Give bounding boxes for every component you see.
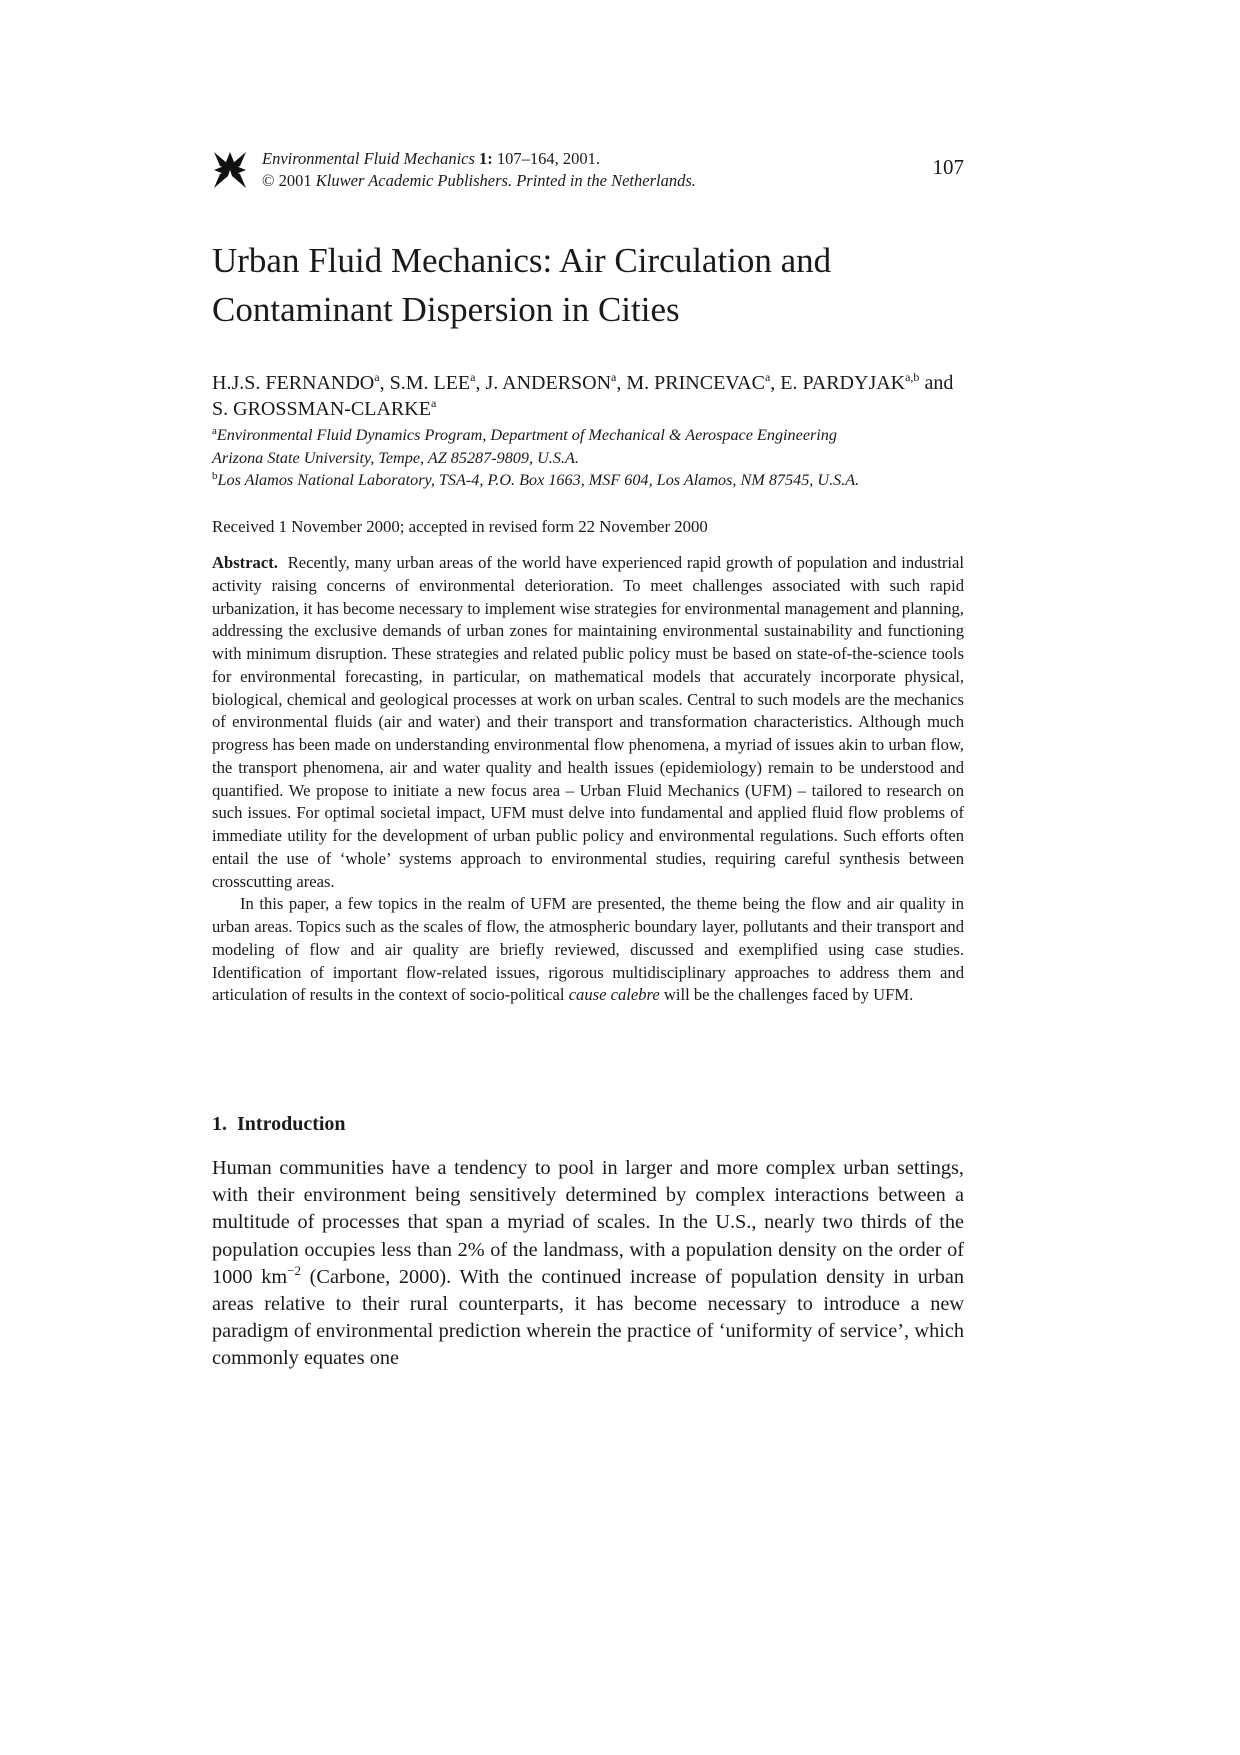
abstract-paragraph-2	[212, 893, 964, 1007]
abstract-text: will be the challenges faced by UFM.	[663, 985, 914, 1005]
author: S. GROSSMAN-CLARKE	[212, 398, 431, 420]
page-number: 107	[932, 155, 964, 179]
title-line-2: Contaminant Dispersion in Cities	[212, 290, 680, 329]
journal-name: Environmental Fluid Mechanics	[262, 149, 475, 168]
journal-citation	[262, 148, 696, 192]
author-list	[212, 370, 964, 422]
author-separator: ,	[616, 372, 627, 394]
journal-volume: 1:	[479, 149, 493, 168]
paper-title	[212, 236, 964, 334]
abstract-paragraph-1	[212, 552, 964, 893]
publisher: Kluwer Academic Publishers. Printed in the Netherlands.	[315, 171, 696, 190]
author-separator: ,	[379, 372, 390, 394]
affil-mark-a: a	[212, 425, 217, 437]
affiliation-a-line-2: Arizona State University, Tempe, AZ 85287-9809, U.S.A.	[212, 448, 579, 467]
exponent: −2	[287, 1262, 301, 1278]
section-number: 1.	[212, 1113, 227, 1135]
abstract-italic-term: cause calebre	[568, 985, 660, 1005]
author-separator: and	[919, 372, 954, 394]
author-separator: ,	[770, 372, 781, 394]
copyright: © 2001	[262, 171, 312, 190]
body-text: (Carbone, 2000). With the continued increase of population density in urban areas relative to their rural counterparts, it has become necessary to introduce a new paradigm of environmental prediction wherein the practice of ‘uniformity of service’, which commonly equates one	[212, 1265, 964, 1370]
author-affil-mark: a	[374, 370, 380, 384]
section-heading	[212, 1113, 346, 1136]
author: H.J.S. FERNANDO	[212, 372, 375, 394]
author-affil-mark: a	[611, 370, 617, 384]
author: J. ANDERSON	[485, 372, 612, 394]
section-title: Introduction	[237, 1113, 346, 1135]
author-separator: ,	[475, 372, 486, 394]
affiliation-b: Los Alamos National Laboratory, TSA-4, P.O. Box 1663, MSF 604, Los Alamos, NM 87545, U.S.A.	[217, 471, 860, 489]
abstract-label: Abstract.	[212, 553, 278, 572]
author: E. PARDYJAK	[780, 372, 906, 394]
author-affil-mark: a,b	[905, 370, 920, 384]
author-affil-mark: a	[430, 396, 437, 410]
received-dates: Received 1 November 2000; accepted in revised form 22 November 2000	[212, 517, 708, 536]
author: S.M. LEE	[389, 372, 471, 394]
abstract-text: In this paper, a few topics in the realm of UFM are presented, the theme being the flow and air quality in urban areas. Topics such as the scales of flow, the atmospheric boundary layer, pollutants and their transport and modeling of flow and air quality are briefly reviewed, discussed and exemplified using case studies. Identification of important flow-related issues, rigorous multidisciplinary approaches to address them and articulation of results in the context of socio-political	[212, 894, 964, 1005]
author: M. PRINCEVAC	[626, 372, 765, 394]
affil-mark-b: b	[212, 470, 218, 482]
journal-pages: 107–164, 2001.	[496, 149, 601, 168]
title-line-1: Urban Fluid Mechanics: Air Circulation and	[212, 241, 832, 280]
author-affil-mark: a	[470, 370, 476, 384]
affiliations	[212, 424, 964, 492]
journal-header	[212, 144, 964, 196]
publisher-logo-icon	[212, 150, 248, 190]
body-text: Human communities have a tendency to pool in larger and more complex urban settings, with their environment being sensitively determined by complex interactions between a multitude of processes that span a myriad of scales. In the U.S., nearly two thirds of the population occupies less than 2% of the landmass, with a population density on the order of 1000 km	[212, 1157, 964, 1288]
abstract	[212, 552, 964, 1007]
abstract-text: Recently, many urban areas of the world have experienced rapid growth of population and industrial activity raising concerns of environmental deterioration. To meet challenges associated with such rapid urbanization, it has become necessary to implement wise strategies for environmental management and planning, addressing the exclusive demands of urban zones for maintaining environmental sustainability and functioning with minimum disruption. These strategies and related public policy must be based on state-of-the-science tools for environmental forecasting, in particular, on mathematical models that accurately incorporate physical, biological, chemical and geological processes at work on urban scales. Central to such models are the mechanics of environmental fluids (air and water) and their transport and transformation characteristics. Although much progress has been made on understanding environmental flow phenomena, a myriad of issues akin to urban flow, the transport phenomena, air and water quality and health issues (epidemiology) remain to be understood and quantified. We propose to initiate a new focus area – Urban Fluid Mechanics (UFM) – tailored to research on such issues. For optimal societal impact, UFM must delve into fundamental and applied fluid flow problems of immediate utility for the development of urban public policy and environmental regulations. Such efforts often entail the use of ‘whole’ systems approach to environmental studies, requiring careful synthesis between crosscutting areas.	[212, 553, 964, 891]
affiliation-a-line-1: Environmental Fluid Dynamics Program, Department of Mechanical & Aerospace Engineering	[216, 426, 837, 444]
body-paragraph	[212, 1155, 964, 1373]
author-affil-mark: a	[764, 370, 771, 384]
